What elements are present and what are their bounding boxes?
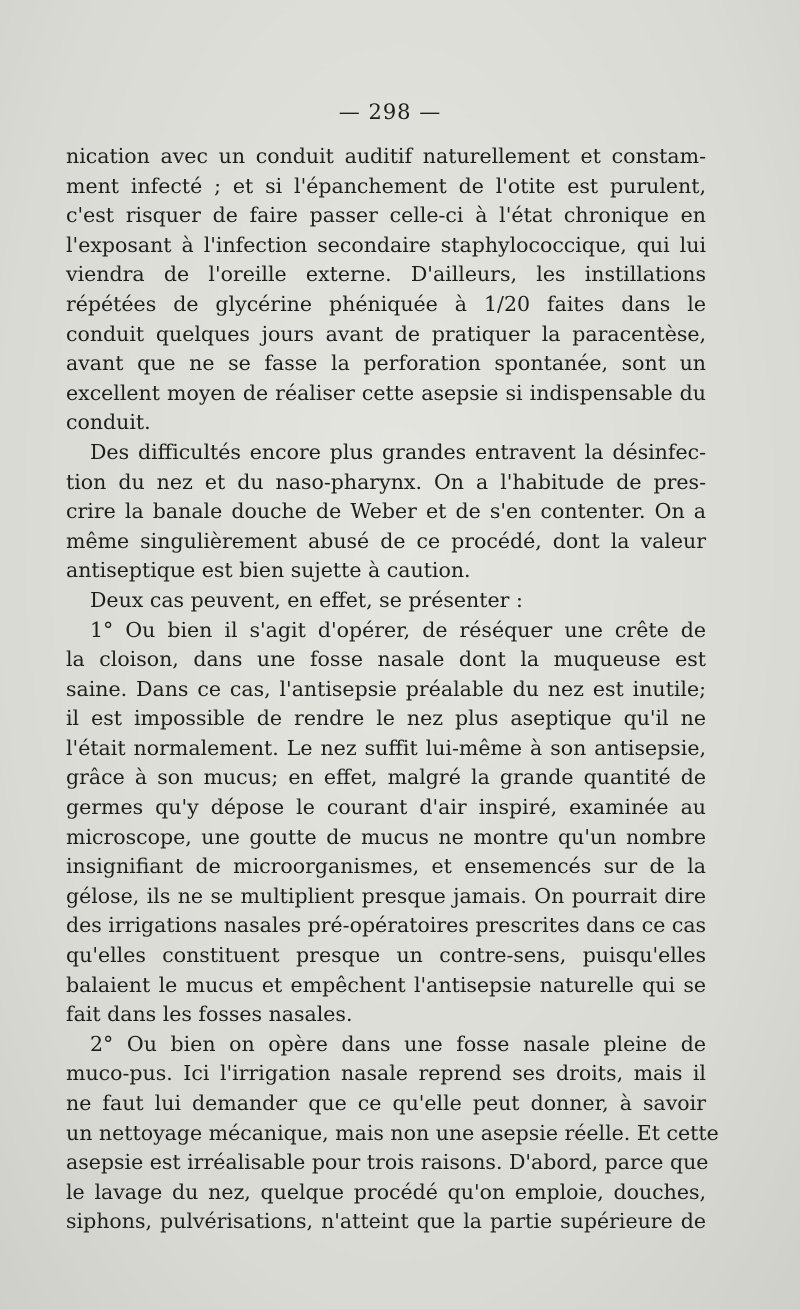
text-line: saine. Dans ce cas, l'antisepsie préalable du nez est inutile; [66, 676, 706, 701]
text-line: microscope, une goutte de mucus ne montre qu'un nombre [66, 824, 706, 849]
text-line: répétées de glycérine phéniquée à 1/20 faites dans le [66, 291, 706, 316]
text-line: muco-pus. Ici l'irrigation nasale reprend ses droits, mais il [66, 1061, 706, 1086]
text-line: nication avec un conduit auditif naturellement et constam- [66, 144, 706, 168]
text-line: tion du nez et du naso-pharynx. On a l'habitude de pres- [66, 469, 706, 494]
page-number: — 298 — [338, 100, 442, 124]
text-line: le lavage du nez, quelque procédé qu'on emploie, douches, [66, 1179, 706, 1204]
text-line: germes qu'y dépose le courant d'air inspiré, examinée au [66, 795, 706, 820]
body-text [66, 142, 719, 1237]
text-line: avant que ne se fasse la perforation spontanée, sont un [66, 351, 706, 376]
text-line: grâce à son mucus; en effet, malgré la grande quantité de [66, 765, 706, 790]
text-line: c'est risquer de faire passer celle-ci à l'état chronique en [66, 203, 706, 228]
text-line: conduit. [66, 410, 151, 435]
text-line: 1° Ou bien il s'agit d'opérer, de réséquer une crête de [90, 617, 706, 642]
text-line: il est impossible de rendre le nez plus aseptique qu'il ne [66, 706, 706, 731]
text-line: un nettoyage mécanique, mais non une asepsie réelle. Et cette [66, 1120, 719, 1145]
text-line: l'exposant à l'infection secondaire staphylococcique, qui lui [66, 232, 706, 257]
text-line: gélose, ils ne se multiplient presque jamais. On pourrait dire [66, 883, 706, 908]
text-line: insignifiant de microorganismes, et ensemencés sur de la [66, 854, 706, 879]
text-line: 2° Ou bien on opère dans une fosse nasale pleine de [90, 1031, 706, 1056]
text-line: siphons, pulvérisations, n'atteint que la partie supérieure de [66, 1209, 706, 1234]
text-line: qu'elles constituent presque un contre-sens, puisqu'elles [66, 943, 706, 968]
text-line: balaient le mucus et empêchent l'antisepsie naturelle qui se [66, 972, 706, 997]
text-line: la cloison, dans une fosse nasale dont la muqueuse est [66, 647, 706, 672]
text-line: des irrigations nasales pré-opératoires prescrites dans ce cas [66, 913, 707, 938]
text-line: fait dans les fosses nasales. [66, 1002, 353, 1027]
text-line: ment infecté ; et si l'épanchement de l'otite est purulent, [66, 173, 706, 198]
text-line: antiseptique est bien sujette à caution. [66, 558, 471, 583]
text-line: excellent moyen de réaliser cette asepsie si indispensable du [66, 380, 706, 405]
text-line: l'était normalement. Le nez suffit lui-même à son antisepsie, [66, 735, 706, 760]
text-line: Deux cas peuvent, en effet, se présenter : [90, 587, 523, 612]
text-line: viendra de l'oreille externe. D'ailleurs, les instillations [66, 262, 706, 287]
text-line: même singulièrement abusé de ce procédé, dont la valeur [66, 528, 706, 553]
text-line: asepsie est irréalisable pour trois raisons. D'abord, parce que [66, 1150, 709, 1175]
text-line: ne faut lui demander que ce qu'elle peut donner, à savoir [66, 1091, 706, 1115]
text-line: conduit quelques jours avant de pratiquer la paracentèse, [66, 321, 706, 346]
text-line: Des difficultés encore plus grandes entravent la désinfec- [90, 439, 706, 464]
text-line: crire la banale douche de Weber et de s'en contenter. On a [66, 499, 706, 524]
